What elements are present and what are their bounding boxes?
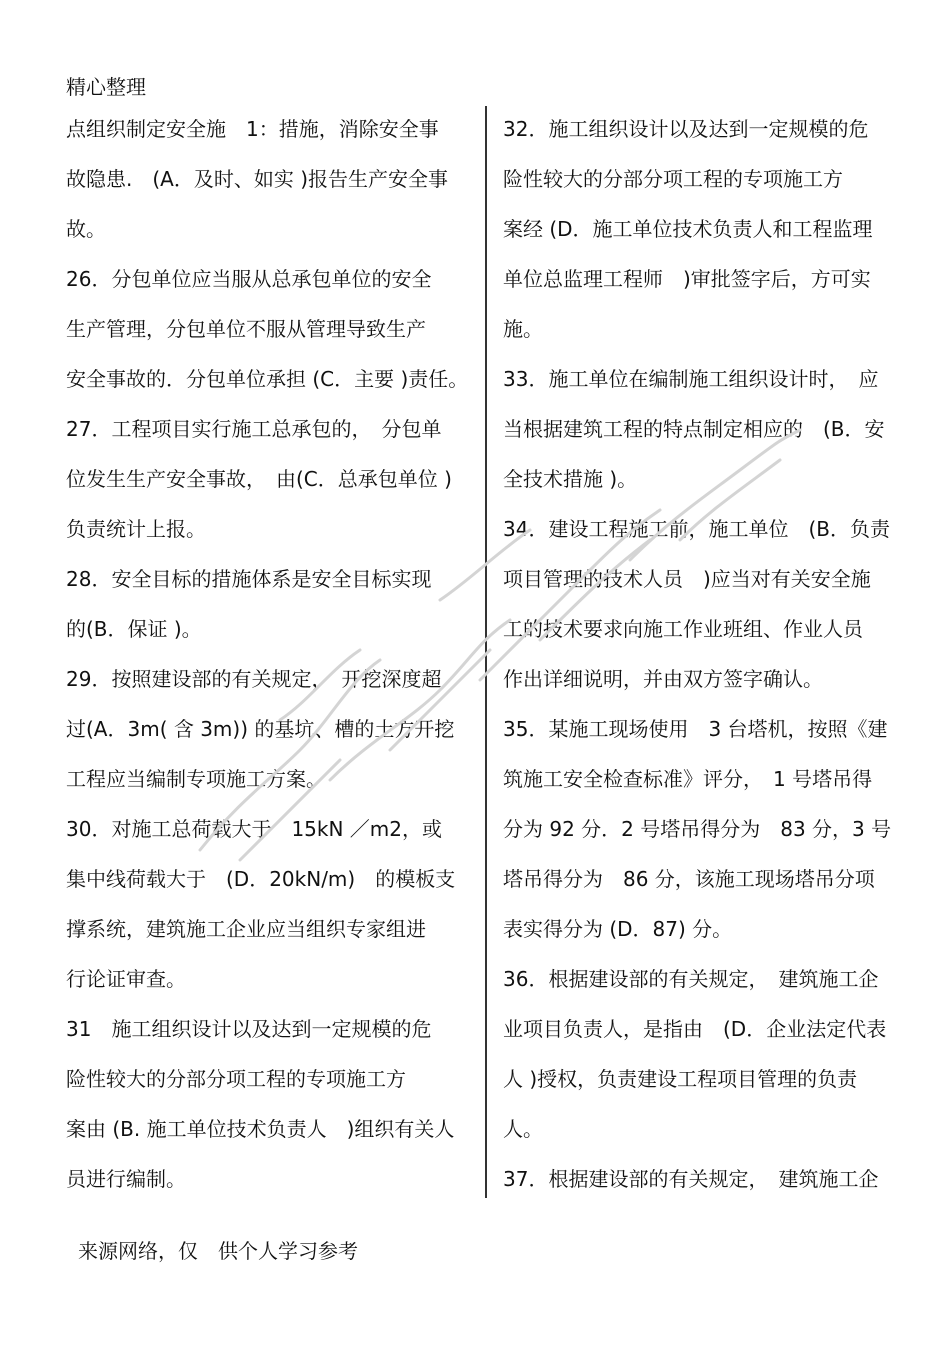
text-line: 35．某施工现场使用 3 台塔机，按照《建 (503, 717, 888, 741)
text-line: 险性较大的分部分项工程的专项施工方 (503, 167, 843, 191)
text-line: 人。 (503, 1117, 543, 1141)
text-line: 工程应当编制专项施工方案。 (66, 767, 326, 791)
text-line: 案经 (D．施工单位技术负责人和工程监理 (503, 217, 873, 241)
text-line: 27．工程项目实行施工总承包的， 分包单 (66, 417, 442, 441)
text-line: 位发生生产安全事故， 由(C．总承包单位 ) (66, 467, 452, 491)
text-line: 32．施工组织设计以及达到一定规模的危 (503, 117, 869, 141)
text-line: 分为 92 分．2 号塔吊得分为 83 分，3 号 (503, 817, 892, 841)
text-line: 人 )授权，负责建设工程项目管理的负责 (503, 1067, 858, 1091)
text-line: 员进行编制。 (66, 1167, 186, 1191)
left-column (66, 104, 471, 1204)
right-column (503, 104, 908, 1204)
text-line: 表实得分为 (D．87) 分。 (503, 917, 733, 941)
text-line: 案由 (B. 施工单位技术负责人 )组织有关人 (66, 1117, 455, 1141)
text-line: 生产管理，分包单位不服从管理导致生产 (66, 317, 426, 341)
column-divider (485, 106, 487, 1198)
text-line: 33．施工单位在编制施工组织设计时， 应 (503, 367, 879, 391)
text-line: 单位总监理工程师 )审批签字后，方可实 (503, 267, 871, 291)
text-line: 安全事故的．分包单位承担 (C．主要 )责任。 (66, 367, 469, 391)
text-line: 30．对施工总荷载大于 15kN ／m2，或 (66, 817, 443, 841)
text-line: 全技术措施 )。 (503, 467, 638, 491)
text-line: 集中线荷载大于 (D．20kN/m) 的模板支 (66, 867, 456, 891)
text-line: 险性较大的分部分项工程的专项施工方 (66, 1067, 406, 1091)
text-line: 行论证审查。 (66, 967, 186, 991)
text-line: 31 施工组织设计以及达到一定规模的危 (66, 1017, 432, 1041)
text-line: 28．安全目标的措施体系是安全目标实现 (66, 567, 432, 591)
text-line: 作出详细说明，并由双方签字确认。 (503, 667, 823, 691)
text-line: 37．根据建设部的有关规定， 建筑施工企 (503, 1167, 879, 1191)
page-header: 精心整理 (66, 75, 146, 99)
text-line: 项目管理的技术人员 )应当对有关安全施 (503, 567, 871, 591)
text-line: 撑系统，建筑施工企业应当组织专家组进 (66, 917, 426, 941)
text-line: 负责统计上报。 (66, 517, 206, 541)
text-line: 业项目负责人，是指由 (D．企业法定代表 (503, 1017, 887, 1041)
text-line: 36．根据建设部的有关规定， 建筑施工企 (503, 967, 879, 991)
text-line: 29．按照建设部的有关规定， 开挖深度超 (66, 667, 442, 691)
text-line: 工的技术要求向施工作业班组、作业人员 (503, 617, 863, 641)
text-line: 点组织制定安全施 1：措施，消除安全事 (66, 117, 439, 141)
text-line: 施。 (503, 317, 543, 341)
text-line: 的(B．保证 )。 (66, 617, 202, 641)
text-line: 塔吊得分为 86 分，该施工现场塔吊分项 (503, 867, 875, 891)
text-line: 筑施工安全检查标准》评分， 1 号塔吊得 (503, 767, 873, 791)
text-line: 故隐患. (A．及时、如实 )报告生产安全事 (66, 167, 449, 191)
text-line: 26．分包单位应当服从总承包单位的安全 (66, 267, 432, 291)
page-footer: 来源网络，仅 供个人学习参考 (78, 1239, 358, 1263)
text-line: 过(A．3m( 含 3m)) 的基坑、槽的土方开挖 (66, 717, 455, 741)
text-line: 故。 (66, 217, 106, 241)
text-line: 34．建设工程施工前，施工单位 (B．负责 (503, 517, 890, 541)
text-line: 当根据建筑工程的特点制定相应的 (B．安 (503, 417, 885, 441)
